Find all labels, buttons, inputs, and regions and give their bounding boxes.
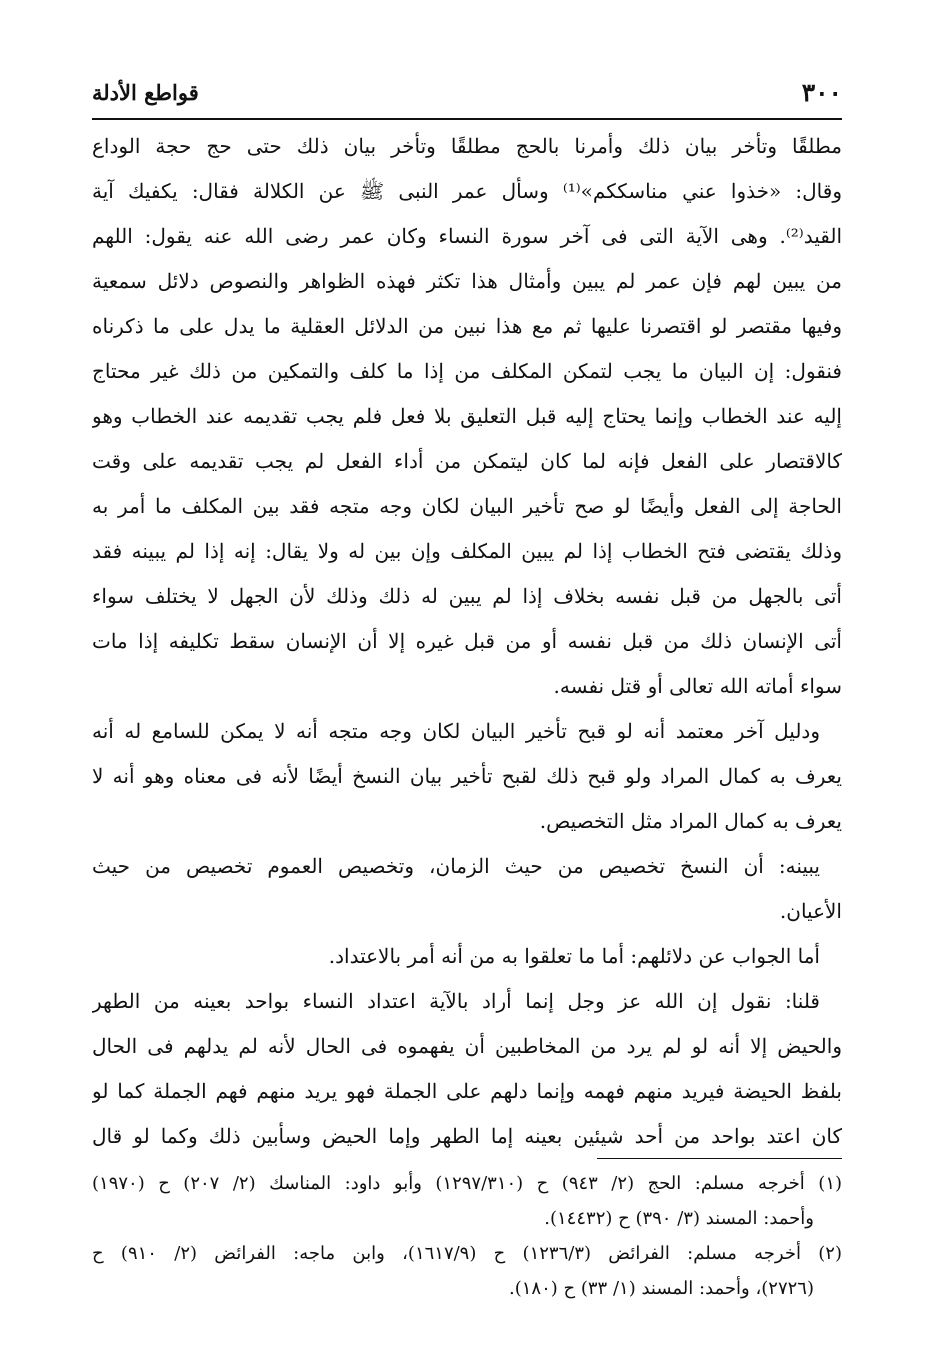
text-line: مطلقًا وتأخر بيان ذلك وأمرنا بالحج مطلقًا وتأخر بيان ذلك حتى حج حجة الوداع bbox=[92, 134, 842, 158]
text-line: أما الجواب عن دلائلهم: أما ما تعلقوا به من أنه أمر بالاعتداد. bbox=[328, 944, 820, 968]
text-line: وقال: «خذوا عني مناسككم»⁽¹⁾ وسأل عمر النبى ﷺ عن الكلالة فقال: يكفيك آية bbox=[92, 179, 842, 203]
footnote-line: وأحمد: المسند (٣/ ٣٩٠) ح (١٤٤٣٢). bbox=[544, 1208, 814, 1229]
text-line: القيد⁽²⁾. وهى الآية التى فى آخر سورة النساء وكان عمر رضى الله عنه يقول: اللهم bbox=[92, 224, 842, 248]
text-line: يعرف به كمال المراد مثل التخصيص. bbox=[539, 809, 842, 833]
text-line: بلفظ الحيضة فيريد منهم فهمه وإنما دلهم على الجملة فهو يريد منهم فهم الجملة كما لو bbox=[92, 1079, 842, 1103]
text-line: أتى الإنسان ذلك من قبل نفسه أو من قبل غيره إلا أن الإنسان سقط تكليفه إذا مات bbox=[92, 629, 842, 653]
main-text bbox=[92, 124, 842, 1159]
footnote-line: (٢٧٢٦)، وأحمد: المسند (١/ ٣٣) ح (١٨٠). bbox=[509, 1278, 814, 1299]
text-line: وذلك يقتضى فتح الخطاب إذا لم يبين المكلف وإن بين له ولا يقال: إنه إذا لم يبينه فقد bbox=[92, 539, 842, 563]
footnote-line: (٢) أخرجه مسلم: الفرائض (١٢٣٦/٣) ح (١٦١٧/٩)، وابن ماجه: الفرائض (٢/ ٩١٠) ح bbox=[92, 1243, 842, 1264]
text-line: كالاقتصار على الفعل فإنه لما كان ليتمكن من أداء الفعل لم يجب تقديمه على وقت bbox=[92, 449, 842, 473]
text-line: قلنا: نقول إن الله عز وجل إنما أراد بالآية اعتداد النساء بواحد بعينه من الطهر bbox=[92, 989, 820, 1013]
text-line: والحيض إلا أنه لو لم يرد من المخاطبين أن يفهموه فى الحال لأنه لم يدلهم فى الحال bbox=[92, 1034, 842, 1058]
text-line: الحاجة إلى الفعل وأيضًا لو صح تأخير البيان لكان وجه متجه فقد بين المكلف ما أمر به bbox=[92, 494, 842, 518]
text-line: يبينه: أن النسخ تخصيص من حيث الزمان، وتخصيص العموم تخصيص من حيث bbox=[92, 854, 820, 878]
text-line: إليه عند الخطاب وإنما يحتاج إليه قبل التعليق بلا فعل فلم يجب تقديمه عند الخطاب وهو bbox=[92, 404, 842, 428]
text-line: فنقول: إن البيان ما يجب لتمكن المكلف من إذا ما كلف والتمكين من ذلك غير محتاج bbox=[92, 359, 842, 383]
text-line: من يبين لهم فإن عمر لم يبين وأمثال هذا تكثر فهذه الظواهر والنصوص دلائل سمعية bbox=[92, 269, 842, 293]
text-line: ودليل آخر معتمد أنه لو قبح تأخير البيان لكان وجه متجه أنه لا يمكن للسامع له أنه bbox=[92, 719, 820, 743]
page-number: ٣٠٠ bbox=[801, 78, 842, 107]
text-line: وفيها مقتصر لو اقتصرنا عليها ثم مع هذا نبين من الدلائل العقلية ما يدل على ما ذكرناه bbox=[92, 314, 842, 338]
text-line: سواء أماته الله تعالى أو قتل نفسه. bbox=[553, 674, 842, 698]
text-line: أتى بالجهل من قبل نفسه بخلاف إذا لم يبين له ذلك وذلك لأن الجهل لا يختلف سواء bbox=[92, 584, 842, 608]
text-line: الأعيان. bbox=[779, 899, 842, 923]
text-line: يعرف به كمال المراد ولو قبح ذلك لقبح تأخير بيان النسخ أيضًا لأنه فى معناه وهو أنه لا bbox=[92, 764, 842, 788]
running-title: قواطع الأدلة bbox=[92, 80, 199, 105]
footnote-line: (١) أخرجه مسلم: الحج (٢/ ٩٤٣) ح (١٢٩٧/٣١٠) وأبو داود: المناسك (٢/ ٢٠٧) ح (١٩٧٠) bbox=[92, 1173, 842, 1194]
header-rule bbox=[92, 118, 842, 120]
page-header bbox=[92, 78, 842, 116]
footnote-rule bbox=[597, 1158, 842, 1159]
text-line: كان اعتد بواحد من أحد شيئين بعينه إما الطهر وإما الحيض وسأبين ذلك وكما لو قال bbox=[92, 1124, 842, 1148]
footnotes bbox=[92, 1166, 842, 1306]
